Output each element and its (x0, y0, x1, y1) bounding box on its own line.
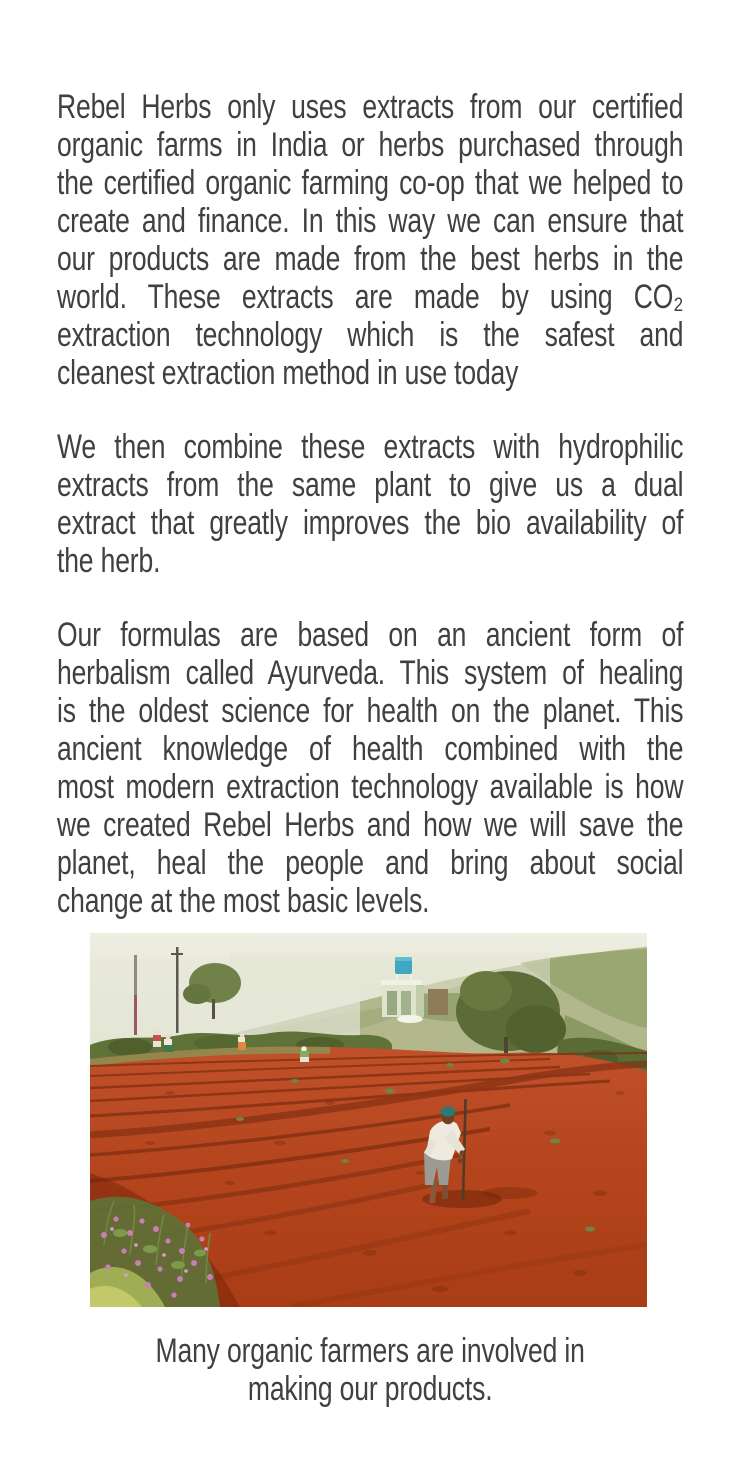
farm-photo-illustration (90, 933, 647, 1307)
text-line: the herb. (57, 542, 161, 580)
photo-caption (57, 1332, 683, 1408)
text-line: Rebel Herbs only uses extracts from our certified (57, 88, 684, 126)
text-line: organic farms in India or herbs purchased through (57, 126, 684, 164)
door (387, 991, 397, 1015)
text-line: we created Rebel Herbs and how we will save the (57, 806, 684, 844)
caption-line: Many organic farmers are involved in (155, 1332, 585, 1370)
pole-far (176, 947, 179, 1033)
text-line: ancient knowledge of health combined with the (57, 730, 684, 768)
farm-photo (90, 933, 647, 1307)
door (401, 991, 411, 1015)
shed (428, 989, 448, 1015)
paragraph-dual-extract (57, 428, 683, 580)
text-line: cleanest extraction method in use today (57, 354, 519, 392)
text-line: planet, heal the people and bring about social (57, 844, 684, 882)
text-line: herbalism called Ayurveda. This system of healing (57, 654, 684, 692)
text-line: extraction technology which is the safest and (57, 316, 684, 354)
text-line: is the oldest science for health on the planet. This (57, 692, 684, 730)
text-line: our products are made from the best herbs in the (57, 240, 684, 278)
text-line: extract that greatly improves the bio availability of (57, 504, 684, 542)
text-line: Our formulas are based on an ancient form of (57, 616, 684, 654)
paragraph-sourcing (57, 88, 683, 392)
text-line: change at the most basic levels. (57, 882, 430, 920)
text-line: create and finance. In this way we can ensure that (57, 202, 684, 240)
text-line: most modern extraction technology available is how (57, 768, 684, 806)
pole-near (134, 955, 137, 999)
text-line: extracts from the same plant to give us a dual (57, 466, 684, 504)
farmer-cap (441, 1107, 456, 1117)
text-line: the certified organic farming co-op that we helped to (57, 164, 684, 202)
body-text (57, 88, 683, 920)
paragraph-ayurveda (57, 616, 683, 920)
white-tarp (397, 1015, 423, 1023)
text-line: world. These extracts are made by using CO₂ (57, 278, 684, 316)
text-line: We then combine these extracts with hydrophilic (57, 428, 684, 466)
caption-line: making our products. (247, 1370, 493, 1408)
